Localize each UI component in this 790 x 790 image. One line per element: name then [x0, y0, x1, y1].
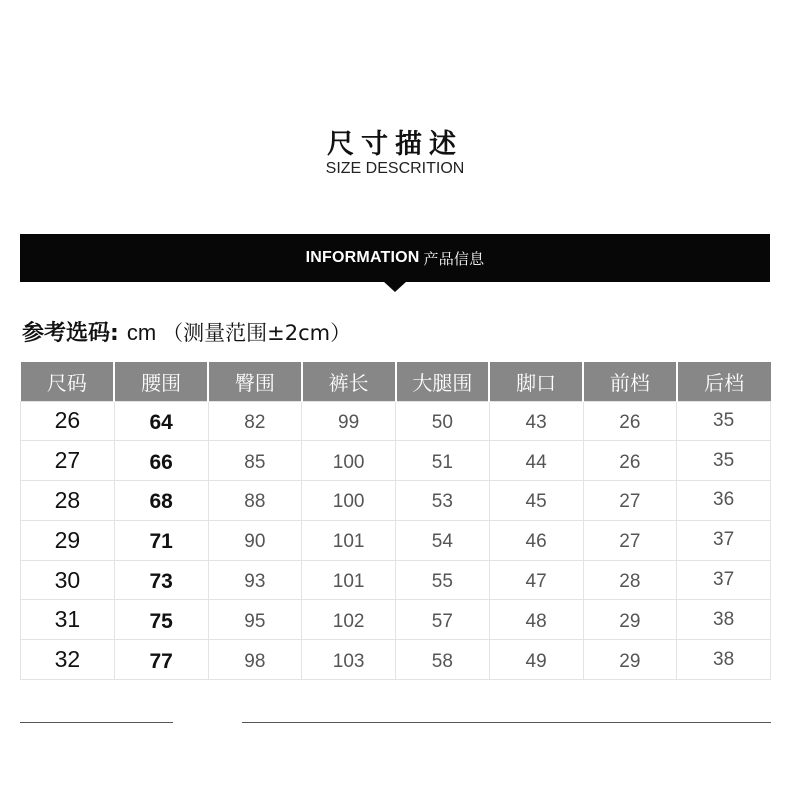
table-cell-hip: 98: [208, 640, 302, 680]
table-cell-hip: 95: [208, 600, 302, 640]
information-label-en: INFORMATION: [305, 249, 420, 266]
table-cell-hem: 47: [489, 560, 583, 600]
table-cell-front: 28: [583, 560, 677, 600]
table-cell-waist: 73: [114, 560, 208, 600]
table-cell-len: 100: [302, 441, 396, 481]
table-cell-size: 28: [21, 481, 115, 521]
table-cell-back: 38: [677, 600, 771, 640]
table-cell-size: 31: [21, 600, 115, 640]
table-cell-back: 35: [677, 441, 771, 481]
table-cell-waist: 68: [114, 481, 208, 521]
column-header-front-rise: 前档: [583, 362, 677, 401]
table-cell-len: 101: [302, 520, 396, 560]
table-cell-thigh: 51: [396, 441, 490, 481]
table-cell-size: 29: [21, 520, 115, 560]
table-cell-hem: 43: [489, 401, 583, 441]
table-cell-front: 27: [583, 520, 677, 560]
banner-pointer-icon: [383, 281, 407, 292]
size-chart-header-row: [21, 362, 771, 401]
table-cell-hem: 45: [489, 481, 583, 521]
table-cell-back: 37: [677, 520, 771, 560]
footer-divider-left: [20, 722, 173, 723]
size-reference-unit: cm: [126, 320, 157, 345]
table-cell-hip: 85: [208, 441, 302, 481]
table-cell-waist: 77: [114, 640, 208, 680]
table-cell-front: 26: [583, 401, 677, 441]
table-cell-waist: 66: [114, 441, 208, 481]
column-header-size: 尺码: [21, 362, 115, 401]
table-cell-len: 101: [302, 560, 396, 600]
table-cell-waist: 75: [114, 600, 208, 640]
column-header-back-rise: 后档: [677, 362, 771, 401]
column-header-thigh: 大腿围: [396, 362, 490, 401]
table-cell-hem: 46: [489, 520, 583, 560]
table-cell-thigh: 55: [396, 560, 490, 600]
section-title-en: SIZE DESCRITION: [325, 160, 465, 177]
size-reference-line: [22, 316, 351, 350]
table-cell-waist: 64: [114, 401, 208, 441]
table-cell-size: 26: [21, 401, 115, 441]
table-row: [21, 520, 771, 560]
table-row: [21, 481, 771, 521]
information-banner: [20, 234, 770, 282]
table-cell-len: 100: [302, 481, 396, 521]
table-cell-front: 27: [583, 481, 677, 521]
table-cell-hip: 82: [208, 401, 302, 441]
table-cell-front: 26: [583, 441, 677, 481]
column-header-leg-opening: 脚口: [489, 362, 583, 401]
column-header-length: 裤长: [302, 362, 396, 401]
table-cell-len: 99: [302, 401, 396, 441]
section-title-zh: 尺寸描述: [327, 129, 463, 160]
table-cell-hip: 93: [208, 560, 302, 600]
table-cell-back: 35: [677, 401, 771, 441]
size-reference-colon: :: [110, 321, 119, 346]
size-reference-range: （测量范围±2cm）: [162, 321, 352, 345]
table-cell-waist: 71: [114, 520, 208, 560]
table-row: [21, 560, 771, 600]
table-cell-back: 36: [677, 481, 771, 521]
table-cell-hem: 49: [489, 640, 583, 680]
table-cell-hem: 44: [489, 441, 583, 481]
size-chart-table: [20, 362, 771, 680]
table-cell-front: 29: [583, 600, 677, 640]
table-cell-thigh: 53: [396, 481, 490, 521]
table-cell-back: 37: [677, 560, 771, 600]
table-cell-len: 102: [302, 600, 396, 640]
table-row: [21, 640, 771, 680]
column-header-waist: 腰围: [114, 362, 208, 401]
table-cell-size: 30: [21, 560, 115, 600]
table-row: [21, 600, 771, 640]
footer-divider-right: [242, 722, 771, 723]
table-cell-front: 29: [583, 640, 677, 680]
table-cell-len: 103: [302, 640, 396, 680]
table-cell-size: 27: [21, 441, 115, 481]
table-cell-back: 38: [677, 640, 771, 680]
table-row: [21, 401, 771, 441]
table-cell-thigh: 50: [396, 401, 490, 441]
column-header-hip: 臀围: [208, 362, 302, 401]
information-label-zh: 产品信息: [423, 249, 485, 268]
table-cell-hip: 88: [208, 481, 302, 521]
table-cell-hem: 48: [489, 600, 583, 640]
table-cell-size: 32: [21, 640, 115, 680]
table-cell-thigh: 54: [396, 520, 490, 560]
table-row: [21, 441, 771, 481]
size-reference-label: 参考选码: [22, 321, 111, 346]
table-cell-hip: 90: [208, 520, 302, 560]
table-cell-thigh: 58: [396, 640, 490, 680]
table-cell-thigh: 57: [396, 600, 490, 640]
